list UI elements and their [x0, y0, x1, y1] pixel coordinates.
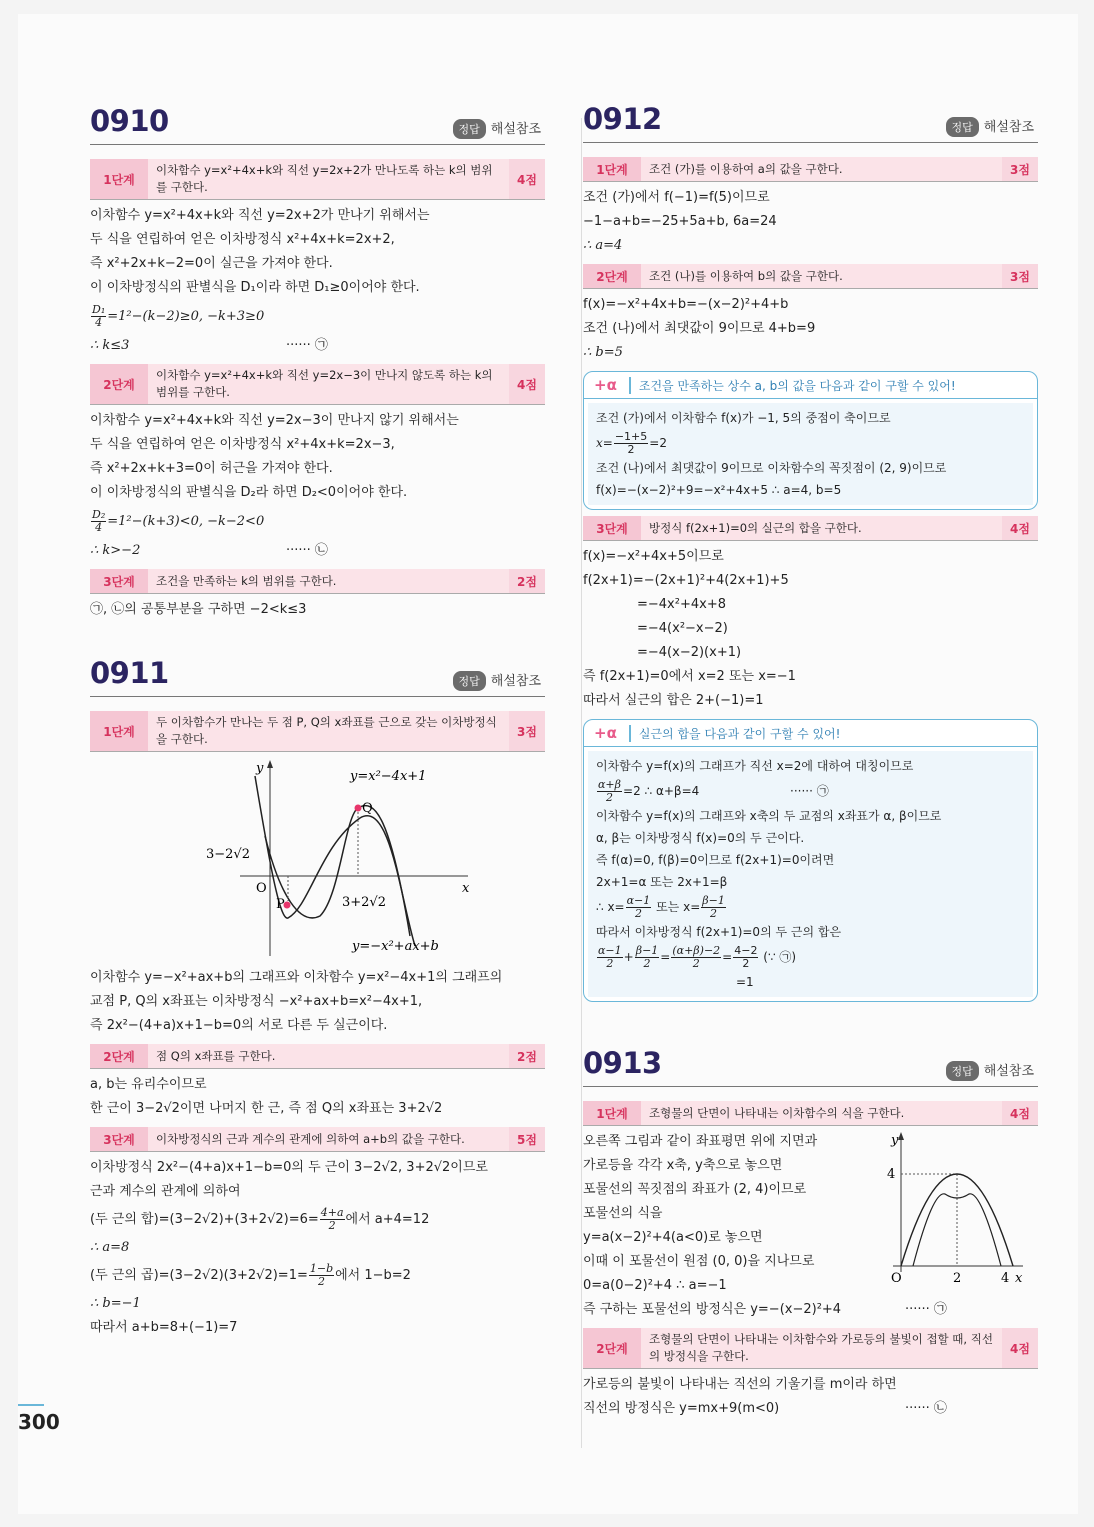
fraction-denominator: 2: [742, 957, 750, 970]
step-label: 1단계: [90, 711, 148, 751]
right-column: [583, 102, 1038, 1421]
step-points: 5점: [509, 1127, 545, 1151]
tip-line: 즉 f(α)=0, f(β)=0이므로 f(2x+1)=0이려면: [596, 853, 835, 867]
tick-4: 4: [1001, 1271, 1010, 1286]
y-axis-label: y: [256, 761, 264, 776]
solution-line: 즉 2x²−(4+a)x+1−b=0의 서로 다른 두 실근이다.: [90, 1018, 388, 1033]
fraction: [597, 779, 622, 804]
tip-line: 이차함수 y=f(x)의 그래프와 x축의 두 교점의 x좌표가 α, β이므로: [596, 809, 942, 823]
step-text: 조형물의 단면이 나타내는 이차함수의 식을 구한다.: [649, 1105, 905, 1120]
step-2: [90, 364, 545, 405]
equation: =1²−(k−2)≥0, −k+3≥0: [107, 309, 265, 324]
fraction: [309, 1263, 334, 1288]
tip-line: [596, 893, 1025, 921]
fraction-denominator: 4: [95, 521, 103, 534]
solution-line: 따라서 a+b=8+(−1)=7: [90, 1320, 238, 1335]
equation: 에서 1−b=2: [335, 1268, 411, 1283]
fraction: [701, 895, 726, 920]
tip-line: $\frac{\alpha-1}{2}$ + $\frac{\beta-1}{2}$ = $\frac{(\alpha+\beta)-2}{2}$ = $\frac{4-2}{2}$ (∵ ㉠): [598, 944, 797, 970]
root-b-label: 3+2√2: [342, 895, 386, 910]
step-1: [583, 157, 1038, 182]
equation: =1²−(k+3)<0, −k−2<0: [107, 514, 265, 529]
solution-line: ∴ a=4: [583, 238, 623, 253]
answer-text: 해설참조: [490, 674, 541, 689]
answer-tag: 정답: [453, 671, 486, 691]
tip-line: 2x+1=α 또는 2x+1=β: [596, 875, 728, 889]
equation: x=: [596, 436, 613, 450]
left-column: [90, 104, 545, 1340]
equation: (∵ ㉠): [763, 950, 797, 964]
equation: ∴ x=: [596, 900, 625, 914]
step-text: 이차함수 y=x²+4x+k와 직선 y=2x−3이 만나지 않도록 하는 k의 범위를 구한다.: [156, 368, 493, 399]
fraction-numerator: D₁: [92, 303, 106, 316]
fraction: [320, 1207, 345, 1232]
solution-line: [90, 1204, 545, 1236]
solution-line: 두 식을 연립하여 얻은 이차방정식 x²+4x+k=2x+2,: [90, 232, 395, 247]
solution-line: 가로등의 불빛이 나타내는 직선의 기울기를 m이라 하면: [583, 1377, 897, 1392]
equation: 직선의 방정식은 y=mx+9(m<0): [583, 1401, 780, 1416]
solution-line: 즉 x²+2x+k−2=0이 실근을 가져야 한다.: [90, 256, 333, 271]
step-label: 3단계: [583, 516, 641, 540]
step-text: 두 이차함수가 만나는 두 점 P, Q의 x좌표를 근으로 갖는 이차방정식을 구한다.: [156, 715, 497, 746]
root-a-label: 3−2√2: [206, 847, 250, 862]
step-label: 2단계: [90, 1044, 148, 1068]
solution-line: 조건 (가)에서 f(−1)=f(5)이므로: [583, 190, 770, 205]
fraction-numerator: 4−2: [734, 944, 758, 957]
x-axis-label: x: [462, 881, 470, 896]
step-label: 3단계: [90, 1127, 148, 1151]
curve-f2-label: y=−x²+ax+b: [352, 939, 439, 954]
step-1-body: [583, 1130, 1038, 1322]
equation: (두 근의 합)=(3−2√2)+(3+2√2)=6=: [90, 1212, 319, 1227]
fraction-denominator: 2: [627, 443, 635, 456]
point-q: [355, 805, 362, 812]
problem-0910-header: [90, 104, 545, 145]
tick-y4: 4: [887, 1167, 896, 1182]
solution-line: 0=a(0−2)²+4 ∴ a=−1: [583, 1278, 727, 1293]
page: [18, 14, 1078, 1514]
tip-line: [596, 429, 1025, 457]
answer-text: 해설참조: [983, 1064, 1034, 1079]
fraction-numerator: β−1: [635, 944, 659, 957]
solution-line: ㉠, ㉡의 공통부분을 구하면 −2<k≤3: [90, 602, 307, 617]
tip-body: [588, 751, 1033, 997]
fraction-numerator: α−1: [598, 944, 622, 957]
step-points: 3점: [1002, 157, 1038, 181]
tip-line: 조건 (가)에서 이차함수 f(x)가 −1, 5의 중점이 축이므로: [596, 411, 891, 425]
solution-line: 이차함수 y=x²+4x+k와 직선 y=2x+2가 만나기 위해서는: [90, 208, 430, 223]
step-label: 2단계: [90, 364, 148, 404]
step-points: 2점: [509, 1044, 545, 1068]
fraction: [91, 304, 106, 329]
step-points: 4점: [1002, 516, 1038, 540]
problem-0911-header: [90, 656, 545, 697]
graph-0911: [90, 756, 545, 966]
equation: =2: [649, 436, 667, 450]
fraction-denominator: 2: [634, 907, 642, 920]
step-label: 2단계: [583, 1328, 641, 1368]
answer-text: 해설참조: [490, 122, 541, 137]
tip-header: [584, 372, 1037, 399]
step-text: 조건을 만족하는 k의 범위를 구한다.: [156, 573, 337, 588]
answer-label: [946, 116, 1035, 137]
graph-0913: [873, 1130, 1033, 1290]
tip-box: [583, 371, 1038, 510]
fraction-denominator: 2: [317, 1275, 325, 1288]
answer-label: [453, 670, 542, 691]
curve-f1: [265, 806, 410, 936]
answer-text: 해설참조: [983, 120, 1034, 135]
tip-line: α, β는 이차방정식 f(x)=0의 두 근이다.: [596, 831, 805, 845]
solution-line: [90, 334, 545, 358]
step-text: 조형물의 단면이 나타내는 이차함수와 가로등의 불빛이 접할 때, 직선의 방정식을 구한다.: [649, 1332, 993, 1363]
result: ∴ k>−2: [90, 543, 141, 558]
solution-line: 두 식을 연립하여 얻은 이차방정식 x²+4x+k=2x−3,: [90, 437, 395, 452]
solution-line: [583, 1298, 1038, 1322]
page-number: 300: [18, 1410, 60, 1434]
origin-label: O: [891, 1271, 902, 1286]
fraction-denominator: 2: [710, 907, 718, 920]
solution-line: [90, 539, 545, 563]
tip-line: =1: [736, 975, 754, 989]
fraction: [626, 895, 652, 920]
y-axis-label: y: [891, 1133, 899, 1148]
solution-line: 이때 이 포물선이 원점 (0, 0)을 지나므로: [583, 1254, 815, 1269]
result: ∴ k≤3: [90, 338, 130, 353]
step-text: 조건 (가)를 이용하여 a의 값을 구한다.: [649, 161, 843, 176]
page-number-bar: [18, 1404, 44, 1406]
solution-line: −1−a+b=−25+5a+b, 6a=24: [583, 214, 777, 229]
solution-line: =−4(x²−x−2): [637, 621, 728, 636]
solution-line: =−4x²+4x+8: [637, 597, 726, 612]
column-divider: [581, 118, 582, 1448]
answer-tag: 정답: [453, 119, 486, 139]
solution-line: ∴ a=8: [90, 1240, 130, 1255]
solution-line: ∴ b=5: [583, 345, 623, 360]
tip-line: 따라서 이차방정식 f(2x+1)=0의 두 근의 합은: [596, 925, 842, 939]
solution-line: 한 근이 3−2√2이면 나머지 한 근, 즉 점 Q의 x좌표는 3+2√2: [90, 1101, 443, 1116]
equation: =2 ∴ α+β=4: [623, 784, 700, 798]
step-text: 점 Q의 x좌표를 구한다.: [156, 1048, 276, 1063]
solution-line: [90, 505, 545, 539]
fraction-denominator: 2: [328, 1219, 336, 1232]
equation: (두 근의 곱)=(3−2√2)(3+2√2)=1=: [90, 1268, 308, 1283]
problem-0912-header: [583, 102, 1038, 143]
problem-number: 0911: [90, 656, 169, 690]
tip-line: [596, 777, 1025, 805]
y-axis-arrow: [898, 1132, 904, 1140]
point-p-label: P: [276, 897, 285, 912]
solution-line: [90, 300, 545, 334]
solution-line: 포물선의 꼭짓점의 좌표가 (2, 4)이므로: [583, 1182, 807, 1197]
fraction-numerator: α−1: [626, 894, 651, 907]
step-points: 4점: [1002, 1328, 1038, 1368]
solution-line: 포물선의 식을: [583, 1206, 663, 1221]
step-2: [90, 1044, 545, 1069]
tip-header: [584, 720, 1037, 747]
step-1: [90, 159, 545, 200]
step-3: [90, 1127, 545, 1152]
solution-line: =−4(x−2)(x+1): [637, 645, 742, 660]
fraction: [671, 945, 721, 970]
tip-body: [588, 403, 1033, 505]
solution-line: 이 이차방정식의 판별식을 D₂라 하면 D₂<0이어야 한다.: [90, 485, 408, 500]
solution-line: f(2x+1)=−(2x+1)²+4(2x+1)+5: [583, 573, 789, 588]
tip-line: f(x)=−(x−2)²+9=−x²+4x+5 ∴ a=4, b=5: [596, 483, 842, 497]
solution-line: 즉 x²+2x+k+3=0이 허근을 가져야 한다.: [90, 461, 333, 476]
problem-number: 0910: [90, 104, 169, 138]
solution-line: 가로등을 각각 x축, y축으로 놓으면: [583, 1158, 783, 1173]
solution-line: 조건 (나)에서 최댓값이 9이므로 4+b=9: [583, 321, 816, 336]
fraction: [635, 945, 660, 970]
problem-number: 0912: [583, 102, 662, 136]
answer-label: [946, 1060, 1035, 1081]
fraction-denominator: 2: [692, 957, 700, 970]
tip-line: 조건 (나)에서 최댓값이 9이므로 이차함수의 꼭짓점이 (2, 9)이므로: [596, 461, 947, 475]
step-points: 4점: [1002, 1101, 1038, 1125]
fraction: [733, 945, 758, 970]
step-text: 이차방정식의 근과 계수의 관계에 의하여 a+b의 값을 구한다.: [156, 1131, 465, 1146]
step-2: [583, 264, 1038, 289]
mark: ······ ㉠: [286, 338, 328, 353]
solution-line: [583, 1397, 1038, 1421]
fraction-numerator: α+β: [598, 778, 622, 791]
fraction-numerator: 1−b: [309, 1262, 334, 1275]
answer-tag: 정답: [946, 1061, 979, 1081]
step-label: 3단계: [90, 569, 148, 593]
fraction: [91, 509, 106, 534]
tick-2: 2: [953, 1271, 962, 1286]
plus-alpha-icon: +α: [594, 724, 617, 742]
tip-title: 실근의 합을 다음과 같이 구할 수 있어!: [629, 725, 841, 742]
problem-number: 0913: [583, 1046, 662, 1080]
solution-line: 이차함수 y=−x²+ax+b의 그래프와 이차함수 y=x²−4x+1의 그래프의: [90, 970, 503, 985]
equation: 또는 x=: [656, 900, 701, 914]
fraction-numerator: D₂: [92, 508, 106, 521]
solution-line: f(x)=−x²+4x+b=−(x−2)²+4+b: [583, 297, 789, 312]
step-3: [90, 569, 545, 594]
tip-box: [583, 719, 1038, 1002]
tip-title: 조건을 만족하는 상수 a, b의 값을 다음과 같이 구할 수 있어!: [629, 377, 956, 394]
answer-tag: 정답: [946, 117, 979, 137]
solution-line: a, b는 유리수이므로: [90, 1077, 207, 1092]
point-q-label: Q: [362, 801, 373, 816]
mark: ······ ㉡: [905, 1401, 947, 1416]
step-points: 3점: [509, 711, 545, 751]
solution-line: y=a(x−2)²+4(a<0)로 놓으면: [583, 1230, 763, 1245]
solution-line: 따라서 실근의 합은 2+(−1)=1: [583, 693, 764, 708]
problem-0913-header: [583, 1046, 1038, 1087]
fraction: [614, 431, 648, 456]
solution-line: 이차함수 y=x²+4x+k와 직선 y=2x−3이 만나지 않기 위해서는: [90, 413, 459, 428]
step-points: 2점: [509, 569, 545, 593]
solution-line: 이 이차방정식의 판별식을 D₁이라 하면 D₁≥0이어야 한다.: [90, 280, 420, 295]
step-points: 3점: [1002, 264, 1038, 288]
solution-line: 오른쪽 그림과 같이 좌표평면 위에 지면과: [583, 1134, 818, 1149]
solution-line: ∴ b=−1: [90, 1296, 141, 1311]
step-text: 이차함수 y=x²+4x+k와 직선 y=2x+2가 만나도록 하는 k의 범위를 구한다.: [156, 163, 493, 194]
solution-line: f(x)=−x²+4x+5이므로: [583, 549, 724, 564]
fraction-denominator: 4: [95, 316, 103, 329]
fraction-numerator: (α+β)−2: [672, 944, 721, 957]
mark: ······ ㉠: [905, 1302, 947, 1317]
equation: 즉 구하는 포물선의 방정식은 y=−(x−2)²+4: [583, 1302, 842, 1317]
solution-line: 즉 f(2x+1)=0에서 x=2 또는 x=−1: [583, 669, 796, 684]
step-text: 조건 (나)를 이용하여 b의 값을 구한다.: [649, 268, 843, 283]
step-1: [90, 711, 545, 752]
step-points: 4점: [509, 364, 545, 404]
y-axis-arrow: [267, 760, 273, 768]
step-label: 1단계: [583, 157, 641, 181]
step-label: 2단계: [583, 264, 641, 288]
curve-f1-label: y=x²−4x+1: [350, 769, 427, 784]
step-label: 1단계: [90, 159, 148, 199]
step-2: [583, 1328, 1038, 1369]
fraction-denominator: 2: [606, 791, 613, 804]
x-axis-label: x: [1015, 1271, 1023, 1286]
step-3: [583, 516, 1038, 541]
solution-line: [90, 1260, 545, 1292]
fraction-numerator: 4+a: [320, 1206, 344, 1219]
fraction-denominator: 2: [643, 957, 651, 970]
solution-line: 교점 P, Q의 x좌표는 이차방정식 −x²+ax+b=x²−4x+1,: [90, 994, 423, 1009]
step-text: 방정식 f(2x+1)=0의 실근의 합을 구한다.: [649, 520, 862, 535]
mark: ······ ㉠: [790, 784, 829, 798]
fraction-numerator: −1+5: [614, 430, 648, 443]
equation: 에서 a+4=12: [345, 1212, 430, 1227]
curve-f2: [255, 776, 415, 946]
origin-label: O: [256, 881, 267, 896]
tip-line: 이차함수 y=f(x)의 그래프가 직선 x=2에 대하여 대칭이므로: [596, 759, 914, 773]
solution-line: 근과 계수의 관계에 의하여: [90, 1184, 241, 1199]
step-points: 4점: [509, 159, 545, 199]
fraction: [597, 945, 623, 970]
answer-label: [453, 118, 542, 139]
mark: ······ ㉡: [286, 543, 328, 558]
step-1: [583, 1101, 1038, 1126]
fraction-denominator: 2: [606, 957, 614, 970]
plus-alpha-icon: +α: [594, 376, 617, 394]
solution-line: 이차방정식 2x²−(4+a)x+1−b=0의 두 근이 3−2√2, 3+2√2이므로: [90, 1160, 488, 1175]
step-label: 1단계: [583, 1101, 641, 1125]
fraction-numerator: β−1: [702, 894, 725, 907]
